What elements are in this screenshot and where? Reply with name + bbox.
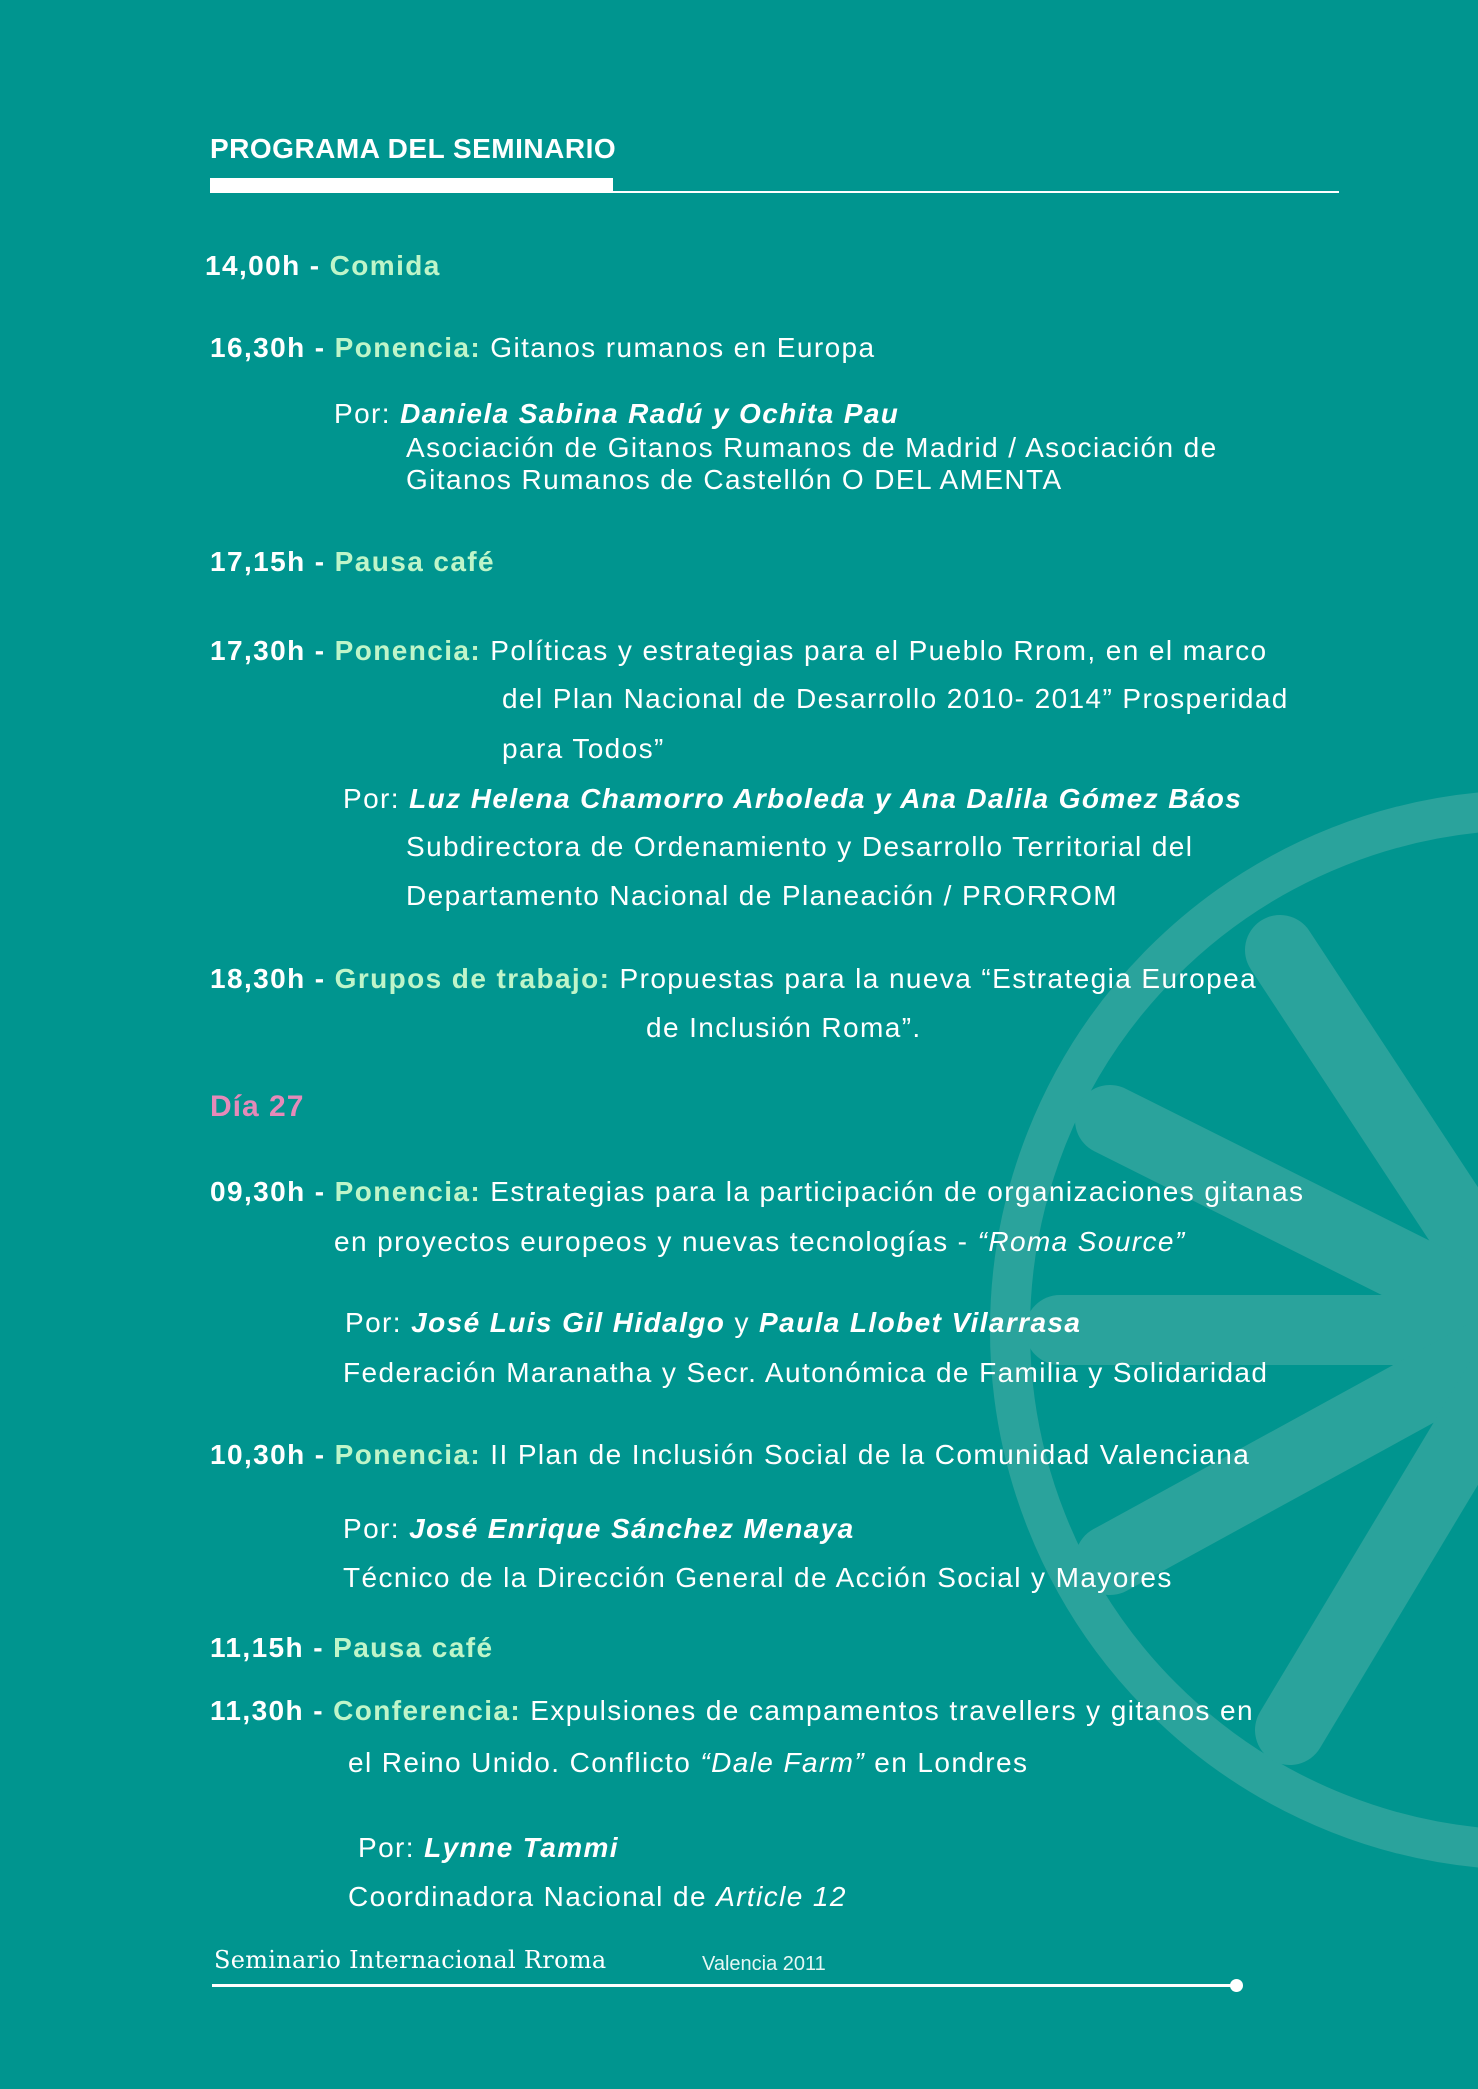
speaker-name: Paula Llobet Vilarrasa	[759, 1307, 1082, 1338]
speaker-joiner: y	[734, 1307, 750, 1338]
item-time: 17,15h -	[210, 546, 326, 577]
header-rule	[613, 191, 1339, 193]
item-keyword: Ponencia:	[334, 635, 482, 666]
item-title: Propuestas para la nueva “Estrategia Europea	[619, 963, 1258, 994]
speaker-line	[345, 1307, 1081, 1339]
agenda-item-ponencia-2	[210, 635, 1267, 667]
footer-rule	[212, 1984, 1236, 1987]
item-title-text: en proyectos europeos y nuevas tecnologías -	[334, 1226, 969, 1257]
item-keyword: Conferencia:	[333, 1695, 522, 1726]
speaker-org-italic: Article 12	[716, 1881, 847, 1912]
speaker-line	[334, 398, 899, 430]
speaker-line	[343, 783, 1242, 815]
item-title-italic: “Dale Farm”	[700, 1747, 866, 1778]
item-keyword: Grupos de trabajo:	[334, 963, 611, 994]
agenda-item-pausa-2	[210, 1632, 493, 1664]
speaker-name: José Luis Gil Hidalgo	[411, 1307, 726, 1338]
por-label: Por:	[334, 398, 391, 429]
item-keyword: Pausa café	[334, 546, 495, 577]
item-keyword: Ponencia:	[334, 332, 482, 363]
speaker-line	[358, 1832, 619, 1864]
speaker-org-text: Coordinadora Nacional de	[348, 1881, 707, 1912]
item-time: 11,15h -	[210, 1632, 324, 1663]
agenda-item-ponencia-4	[210, 1439, 1250, 1471]
speaker-names: Daniela Sabina Radú y Ochita Pau	[400, 398, 900, 429]
speaker-org: Federación Maranatha y Secr. Autonómica de Familia y Solidaridad	[343, 1357, 1269, 1388]
por-label: Por:	[343, 1513, 400, 1544]
speaker-names: Lynne Tammi	[424, 1832, 619, 1863]
item-time: 10,30h -	[210, 1439, 326, 1470]
item-keyword: Ponencia:	[334, 1439, 482, 1470]
item-title-text: en Londres	[874, 1747, 1029, 1778]
agenda-item-grupos	[210, 963, 1257, 995]
speaker-org: Gitanos Rumanos de Castellón O DEL AMENTA	[406, 464, 1063, 495]
item-title: Políticas y estrategias para el Pueblo Rrom, en el marco	[490, 635, 1268, 666]
item-title-cont: para Todos”	[502, 733, 665, 764]
item-title-italic: “Roma Source”	[977, 1226, 1186, 1257]
item-time: 18,30h -	[210, 963, 326, 994]
speaker-names: José Enrique Sánchez Menaya	[409, 1513, 855, 1544]
item-keyword: Ponencia:	[334, 1176, 482, 1207]
footer-seminar-name: Seminario Internacional Rroma	[214, 1946, 607, 1974]
item-title: Expulsiones de campamentos travellers y gitanos en	[530, 1695, 1254, 1726]
item-keyword: Pausa café	[333, 1632, 494, 1663]
speaker-org: Asociación de Gitanos Rumanos de Madrid / Asociación de	[406, 432, 1218, 463]
por-label: Por:	[343, 783, 400, 814]
item-title-cont: de Inclusión Roma”.	[646, 1012, 922, 1043]
item-title: Estrategias para la participación de organizaciones gitanas	[490, 1176, 1305, 1207]
agenda-item-ponencia-3	[210, 1176, 1304, 1208]
item-time: 09,30h -	[210, 1176, 326, 1207]
speaker-line	[343, 1513, 855, 1545]
item-title-text: el Reino Unido. Conflicto	[348, 1747, 692, 1778]
item-time: 16,30h -	[210, 332, 326, 363]
item-title-cont	[334, 1226, 1186, 1258]
item-title-cont	[348, 1747, 1028, 1779]
agenda-item-comida	[205, 250, 441, 282]
header-bar	[210, 178, 613, 193]
footer-location-year: Valencia 2011	[702, 1953, 826, 1975]
item-title: Gitanos rumanos en Europa	[490, 332, 876, 363]
speaker-org: Subdirectora de Ordenamiento y Desarrollo Territorial del	[406, 831, 1194, 862]
item-time: 14,00h -	[205, 250, 321, 281]
item-title-cont: del Plan Nacional de Desarrollo 2010- 2014” Prosperidad	[502, 683, 1289, 714]
speaker-org: Departamento Nacional de Planeación / PRORROM	[406, 880, 1118, 911]
por-label: Por:	[358, 1832, 415, 1863]
item-time: 17,30h -	[210, 635, 326, 666]
footer-dot	[1230, 1979, 1243, 1992]
agenda-item-ponencia-1	[210, 332, 876, 364]
speaker-org: Técnico de la Dirección General de Acción Social y Mayores	[343, 1562, 1173, 1593]
speaker-org	[348, 1881, 847, 1913]
agenda-item-conferencia	[210, 1695, 1254, 1727]
item-title: II Plan de Inclusión Social de la Comunidad Valenciana	[490, 1439, 1251, 1470]
page-title: PROGRAMA DEL SEMINARIO	[210, 133, 617, 164]
por-label: Por:	[345, 1307, 402, 1338]
item-keyword: Comida	[329, 250, 441, 281]
speaker-names: Luz Helena Chamorro Arboleda y Ana Dalila Gómez Báos	[409, 783, 1243, 814]
agenda-item-pausa-1	[210, 546, 495, 578]
item-time: 11,30h -	[210, 1695, 324, 1726]
day-heading: Día 27	[210, 1090, 305, 1123]
